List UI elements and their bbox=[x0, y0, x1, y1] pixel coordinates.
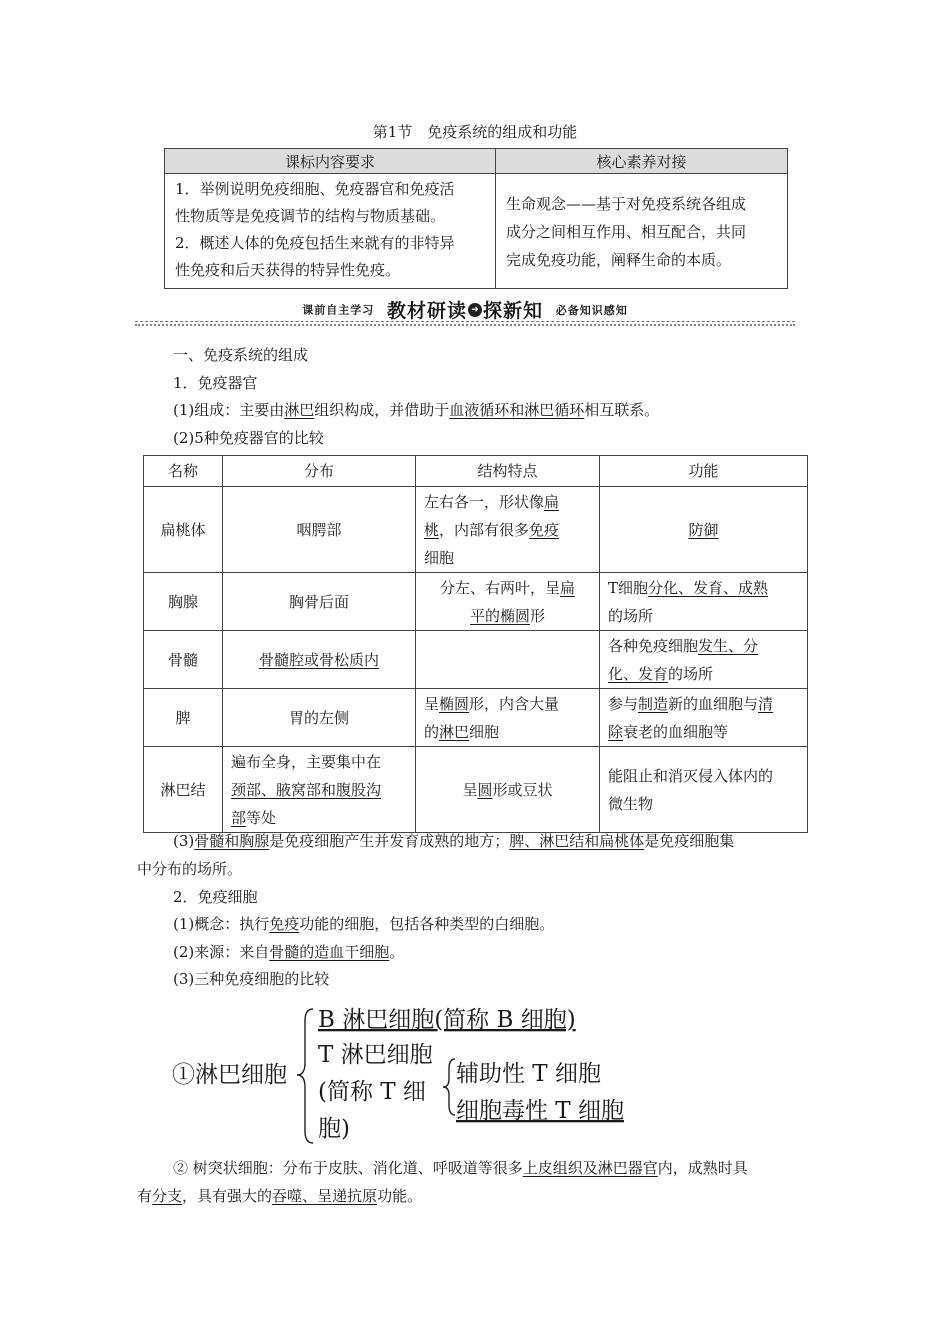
column-header: 名称 bbox=[144, 456, 223, 487]
organ-function: 能阻止和消灭侵入体内的 微生物 bbox=[600, 747, 808, 833]
arrow-icon: ➜ bbox=[468, 303, 482, 317]
organ-name: 胸腺 bbox=[144, 573, 223, 631]
b-cell-label: B 淋巴细胞(简称 B 细胞) bbox=[318, 1007, 576, 1033]
requirement-line: 性免疫和后天获得的特异性免疫。 bbox=[175, 261, 401, 279]
requirement-line: 1．举例说明免疫细胞、免疫器官和免疫活 bbox=[175, 180, 455, 198]
table-row bbox=[144, 631, 808, 689]
organ-distribution: 胸骨后面 bbox=[223, 573, 416, 631]
banner-left-label: 课前自主学习 bbox=[302, 303, 375, 317]
organ-function: 参与制造新的血细胞与清 除衰老的血细胞等 bbox=[600, 689, 808, 747]
organ-summary-line1: (3)骨髓和胸腺是免疫细胞产生并发育成熟的地方；脾、淋巴结和扁桃体是免疫细胞集 bbox=[173, 832, 735, 850]
answer-blank: 淋巴 bbox=[284, 401, 315, 419]
standards-header-left: 课标内容要求 bbox=[165, 149, 496, 174]
answer-blank: 血液循环和淋巴循环 bbox=[449, 401, 585, 419]
organ-distribution: 咽腭部 bbox=[223, 487, 416, 573]
organ-function: T细胞分化、发育、成熟 的场所 bbox=[600, 573, 808, 631]
organ-name: 淋巴结 bbox=[144, 747, 223, 833]
organ-structure: 分左、右两叶，呈扁 平的椭圆形 bbox=[416, 573, 600, 631]
column-header: 分布 bbox=[223, 456, 416, 487]
banner-right-label: 必备知识感知 bbox=[555, 303, 628, 317]
organ-name: 扁桃体 bbox=[144, 487, 223, 573]
requirement-line: 性物质等是免疫调节的结构与物质基础。 bbox=[175, 207, 446, 225]
organ-composition-paragraph: (1)组成：主要由淋巴组织构成，并借助于血液循环和淋巴循环相互联系。 bbox=[173, 401, 660, 419]
table-row bbox=[144, 747, 808, 833]
organ-comparison-table bbox=[143, 455, 808, 833]
organ-structure: 呈圆形或豆状 bbox=[416, 747, 600, 833]
helper-t-cell-label: 辅助性 T 细胞 bbox=[456, 1061, 601, 1087]
table-row bbox=[144, 689, 808, 747]
organ-structure: 呈椭圆形，内含大量 的淋巴细胞 bbox=[416, 689, 600, 747]
organ-distribution: 遍布全身，主要集中在 颈部、腋窝部和腹股沟 部等处 bbox=[223, 747, 416, 833]
organ-summary-line2: 中分布的场所。 bbox=[137, 860, 243, 878]
organ-function: 各种免疫细胞发生、分 化、发育的场所 bbox=[600, 631, 808, 689]
organ-name: 脾 bbox=[144, 689, 223, 747]
section-heading: 一、免疫系统的组成 bbox=[173, 346, 309, 364]
organ-distribution: 胃的左侧 bbox=[223, 689, 416, 747]
subsection-heading: 2．免疫细胞 bbox=[173, 888, 258, 906]
banner-main-title: 教材研读 bbox=[386, 300, 467, 322]
dendritic-cell-paragraph-line2: 有分支，具有强大的吞噬、呈递抗原功能。 bbox=[137, 1187, 423, 1205]
cytotoxic-t-cell-label: 细胞毒性 T 细胞 bbox=[456, 1098, 624, 1124]
organ-comparison-heading: (2)5种免疫器官的比较 bbox=[173, 429, 324, 447]
table-header-row bbox=[144, 456, 808, 487]
requirement-line: 2．概述人体的免疫包括生来就有的非特异 bbox=[175, 234, 455, 252]
lymphocyte-classification-diagram bbox=[170, 995, 650, 1147]
diagram-brace bbox=[443, 1059, 455, 1115]
column-header: 功能 bbox=[600, 456, 808, 487]
banner-divider bbox=[135, 321, 795, 322]
diagram-root-label: ①淋巴细胞 bbox=[172, 1062, 287, 1088]
section-banner bbox=[135, 294, 795, 330]
organ-function: 防御 bbox=[600, 487, 808, 573]
table-row bbox=[144, 487, 808, 573]
column-header: 结构特点 bbox=[416, 456, 600, 487]
page-title: 第1节 免疫系统的组成和功能 bbox=[372, 123, 578, 141]
subsection-heading: 1．免疫器官 bbox=[173, 374, 258, 392]
literacy-line: 成分之间相互作用、相互配合，共同 bbox=[506, 223, 747, 241]
banner-divider bbox=[135, 324, 795, 326]
organ-structure bbox=[416, 631, 600, 689]
t-cell-label-line1: T 淋巴细胞 bbox=[318, 1042, 433, 1068]
literacy-line: 完成免疫功能，阐释生命的本质。 bbox=[506, 251, 732, 269]
banner-main-subtitle: 探新知 bbox=[483, 300, 544, 322]
standards-requirements-cell bbox=[165, 174, 496, 289]
organ-structure: 左右各一，形状像扁 桃，内部有很多免疫 细胞 bbox=[416, 487, 600, 573]
literacy-line: 生命观念——基于对免疫系统各组成 bbox=[506, 195, 747, 213]
organ-name: 骨髓 bbox=[144, 631, 223, 689]
dendritic-cell-paragraph-line1: ② 树突状细胞：分布于皮肤、消化道、呼吸道等很多上皮组织及淋巴器官内，成熟时具 bbox=[173, 1159, 748, 1177]
cell-source-paragraph: (2)来源：来自骨髓的造血干细胞。 bbox=[173, 943, 405, 961]
t-cell-label-line2: (简称 T 细 bbox=[318, 1079, 426, 1105]
curriculum-standards-table bbox=[164, 148, 788, 289]
cell-comparison-heading: (3)三种免疫细胞的比较 bbox=[173, 970, 330, 988]
standards-header-right: 核心素养对接 bbox=[496, 149, 788, 174]
t-cell-label-line3: 胞) bbox=[318, 1116, 350, 1142]
diagram-brace bbox=[297, 1009, 313, 1143]
organ-distribution: 骨髓腔或骨松质内 bbox=[223, 631, 416, 689]
table-row bbox=[144, 573, 808, 631]
cell-concept-paragraph: (1)概念：执行免疫功能的细胞，包括各种类型的白细胞。 bbox=[173, 915, 555, 933]
core-literacy-cell bbox=[496, 174, 788, 289]
